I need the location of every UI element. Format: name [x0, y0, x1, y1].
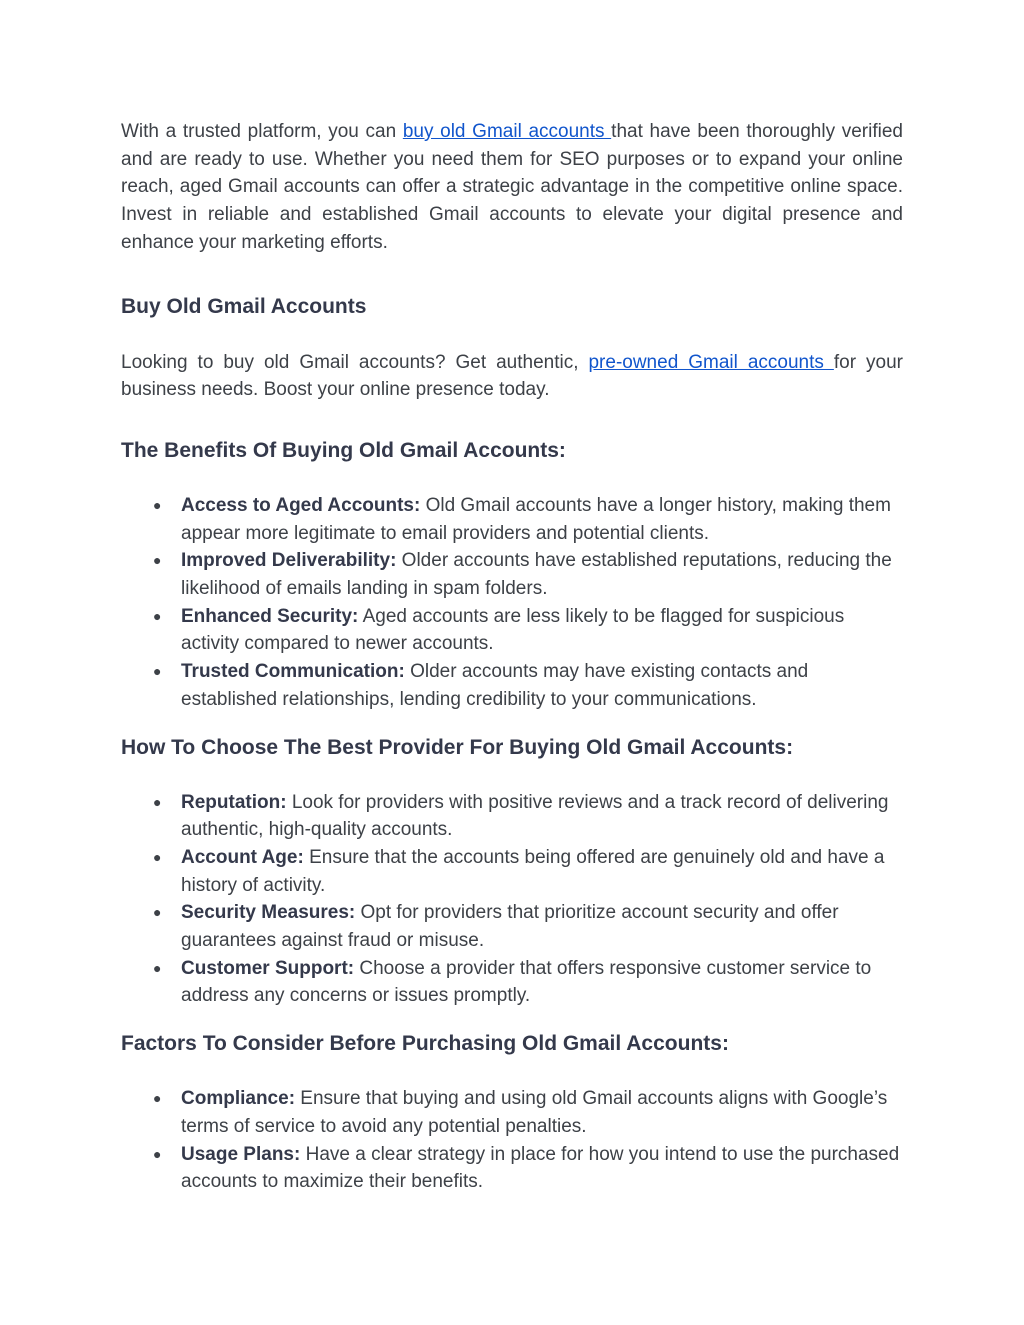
bullet-icon: ● — [153, 1090, 162, 1107]
list-item-title: Usage Plans: — [181, 1143, 301, 1165]
list-item-title: Customer Support: — [181, 957, 355, 979]
list-item-text: Aged accounts are less likely to be flagged for suspicious activity compared to newer accounts. — [181, 605, 845, 655]
list-item — [121, 844, 903, 899]
factors-list — [121, 1085, 903, 1196]
bullet-icon: ● — [153, 848, 162, 865]
bullet-icon: ● — [153, 959, 162, 976]
bullet-icon: ● — [153, 663, 162, 680]
list-item-title: Trusted Communication: — [181, 661, 405, 683]
buy-text-end: for your business needs. Boost your online presence today. — [121, 351, 903, 401]
list-item-title: Account Age: — [181, 846, 304, 868]
list-item-text: Look for providers with positive reviews and a track record of delivering authentic, high-quality accounts. — [181, 791, 889, 841]
list-item-text: Older accounts may have existing contacts and established relationships, lending credibility to your communications. — [181, 661, 809, 710]
benefits-heading: The Benefits Of Buying Old Gmail Accounts: — [121, 438, 566, 462]
list-item-text: Ensure that buying and using old Gmail accounts aligns with Google’s terms of service to avoid any potential penalties. — [181, 1088, 888, 1137]
list-item-title: Compliance: — [181, 1088, 296, 1110]
factors-heading: Factors To Consider Before Purchasing Old Gmail Accounts: — [121, 1032, 729, 1056]
list-item — [121, 492, 903, 547]
list-item — [121, 899, 903, 954]
bullet-icon: ● — [153, 607, 162, 624]
list-item — [121, 789, 903, 844]
list-item-text: Ensure that the accounts being offered are genuinely old and have a history of activity. — [181, 846, 885, 896]
bullet-icon: ● — [153, 793, 162, 810]
bullet-icon: ● — [153, 552, 162, 569]
list-item-title: Reputation: — [181, 791, 287, 813]
list-item — [121, 1141, 903, 1196]
list-item — [121, 955, 903, 1010]
list-item — [121, 658, 903, 713]
bullet-icon: ● — [153, 496, 162, 513]
list-item-title: Enhanced Security: — [181, 605, 359, 627]
intro-paragraph — [121, 118, 903, 257]
list-item — [121, 1085, 903, 1140]
buy-old-gmail-accounts-link[interactable]: buy old Gmail accounts — [402, 121, 612, 142]
provider-heading: How To Choose The Best Provider For Buying Old Gmail Accounts: — [121, 735, 794, 759]
list-item-text: Older accounts have established reputations, reducing the likelihood of emails landing in spam folders. — [181, 550, 892, 600]
buy-section-heading: Buy Old Gmail Accounts — [121, 294, 367, 318]
list-item-title: Improved Deliverability: — [181, 550, 397, 572]
bullet-icon: ● — [153, 904, 162, 921]
list-item-title: Security Measures: — [181, 902, 356, 924]
list-item — [121, 603, 903, 658]
list-item — [121, 547, 903, 602]
list-item-text: Opt for providers that prioritize account security and offer guarantees against fraud or misuse. — [181, 902, 839, 952]
benefits-list — [121, 492, 903, 714]
list-item-text: Have a clear strategy in place for how you intend to use the purchased accounts to maximize their benefits. — [181, 1143, 900, 1193]
intro-text-start: With a trusted platform, you can — [121, 121, 403, 142]
provider-list — [121, 789, 903, 1011]
bullet-icon: ● — [153, 1145, 162, 1162]
pre-owned-gmail-accounts-link[interactable]: pre-owned Gmail accounts — [588, 351, 834, 373]
list-item-text: Old Gmail accounts have a longer history, making them appear more legitimate to email providers and potential clients. — [181, 494, 891, 544]
intro-text-end: that have been thoroughly verified and are ready to use. Whether you need them for SEO purposes or to expand your online reach, aged Gmail accounts can offer a strategic advantage in the competitive online space. Invest in reliable and established Gmail accounts to elevate your digital presence and enhance your marketing efforts. — [121, 121, 903, 253]
buy-text-start: Looking to buy old Gmail accounts? Get authentic, — [121, 351, 589, 373]
list-item-title: Access to Aged Accounts: — [181, 494, 421, 516]
buy-section-paragraph — [121, 349, 903, 404]
list-item-text: Choose a provider that offers responsive customer service to address any concerns or issues promptly. — [181, 957, 872, 1007]
